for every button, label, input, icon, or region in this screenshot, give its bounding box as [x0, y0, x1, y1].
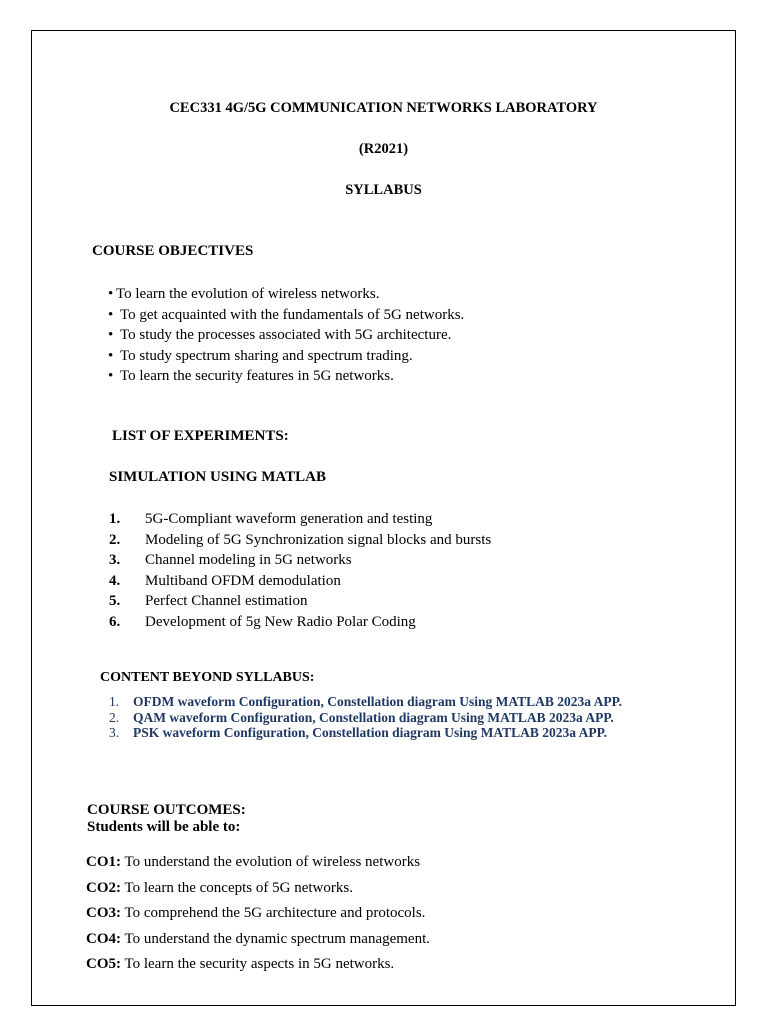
outcome-text: To learn the concepts of 5G networks. — [121, 879, 353, 896]
list-item — [109, 725, 622, 741]
beyond-item-text: PSK waveform Configuration, Constellation diagram Using MATLAB 2023a APP. — [133, 725, 608, 741]
objective-text: To learn the security features in 5G networks. — [120, 368, 394, 385]
outcome-code: CO5: — [86, 956, 121, 972]
outcome-text: To understand the dynamic spectrum management. — [121, 930, 431, 947]
outcome-text: To learn the security aspects in 5G networks. — [121, 956, 395, 972]
course-outcomes-heading: COURSE OUTCOMES: — [87, 802, 246, 818]
list-item — [86, 927, 430, 953]
experiment-text: Development of 5g New Radio Polar Coding — [145, 613, 416, 630]
experiment-text: Channel modeling in 5G networks — [145, 552, 352, 569]
objective-text: To study spectrum sharing and spectrum trading. — [120, 347, 413, 364]
beyond-syllabus-heading: CONTENT BEYOND SYLLABUS: — [100, 670, 315, 685]
experiments-list — [109, 509, 491, 633]
list-item — [109, 571, 491, 592]
list-item — [108, 325, 464, 346]
list-item — [86, 876, 430, 902]
bullet-icon: • — [108, 347, 114, 364]
list-item — [86, 952, 430, 978]
item-number: 4. — [109, 572, 121, 589]
bullet-icon: • — [108, 306, 114, 323]
simulation-heading: SIMULATION USING MATLAB — [109, 469, 326, 485]
list-item — [109, 694, 622, 710]
item-number: 3. — [109, 552, 121, 569]
experiment-text: 5G-Compliant waveform generation and testing — [145, 511, 433, 527]
outcome-text: To understand the evolution of wireless networks — [121, 854, 421, 870]
bullet-icon: • — [108, 327, 114, 344]
experiments-heading: LIST OF EXPERIMENTS: — [112, 428, 289, 444]
list-item — [108, 305, 464, 326]
experiment-text: Modeling of 5G Synchronization signal blocks and bursts — [145, 531, 492, 548]
list-item — [109, 612, 491, 633]
list-item — [108, 346, 464, 367]
list-item — [108, 366, 464, 387]
beyond-item-text: QAM waveform Configuration, Constellation diagram Using MATLAB 2023a APP. — [133, 709, 614, 725]
list-item — [86, 850, 430, 876]
item-number: 2. — [109, 531, 121, 548]
objective-text: To learn the evolution of wireless networks. — [116, 286, 380, 302]
list-item — [109, 530, 491, 551]
outcome-code: CO2: — [86, 879, 121, 896]
experiment-text: Multiband OFDM demodulation — [145, 572, 341, 589]
item-number: 1. — [109, 694, 120, 709]
list-item — [109, 710, 622, 726]
objective-text: To get acquainted with the fundamentals of 5G networks. — [120, 306, 465, 323]
outcome-code: CO4: — [86, 930, 121, 947]
syllabus-label: SYLLABUS — [345, 182, 422, 198]
item-number: 1. — [109, 511, 121, 527]
bullet-icon: • — [108, 286, 114, 302]
list-item — [86, 901, 430, 927]
item-number: 5. — [109, 593, 121, 610]
outcome-code: CO1: — [86, 854, 121, 870]
list-item — [109, 550, 491, 571]
regulation-label: (R2021) — [358, 141, 409, 157]
list-item — [109, 509, 491, 530]
item-number: 6. — [109, 613, 121, 630]
bullet-icon: • — [108, 368, 114, 385]
students-able-label: Students will be able to: — [87, 819, 241, 835]
beyond-syllabus-list — [109, 694, 622, 741]
objective-text: To study the processes associated with 5G architecture. — [120, 327, 452, 344]
outcome-code: CO3: — [86, 905, 121, 921]
course-objectives-list — [108, 284, 464, 387]
outcome-text: To comprehend the 5G architecture and protocols. — [121, 905, 426, 921]
item-number: 2. — [109, 709, 120, 725]
list-item — [108, 284, 464, 305]
list-item — [109, 591, 491, 612]
experiment-text: Perfect Channel estimation — [145, 593, 308, 610]
course-objectives-heading: COURSE OBJECTIVES — [92, 243, 254, 259]
course-outcomes-list — [86, 850, 430, 978]
beyond-item-text: OFDM waveform Configuration, Constellation diagram Using MATLAB 2023a APP. — [133, 694, 622, 709]
item-number: 3. — [109, 725, 120, 741]
document-title: CEC331 4G/5G COMMUNICATION NETWORKS LABORATORY — [169, 100, 598, 116]
